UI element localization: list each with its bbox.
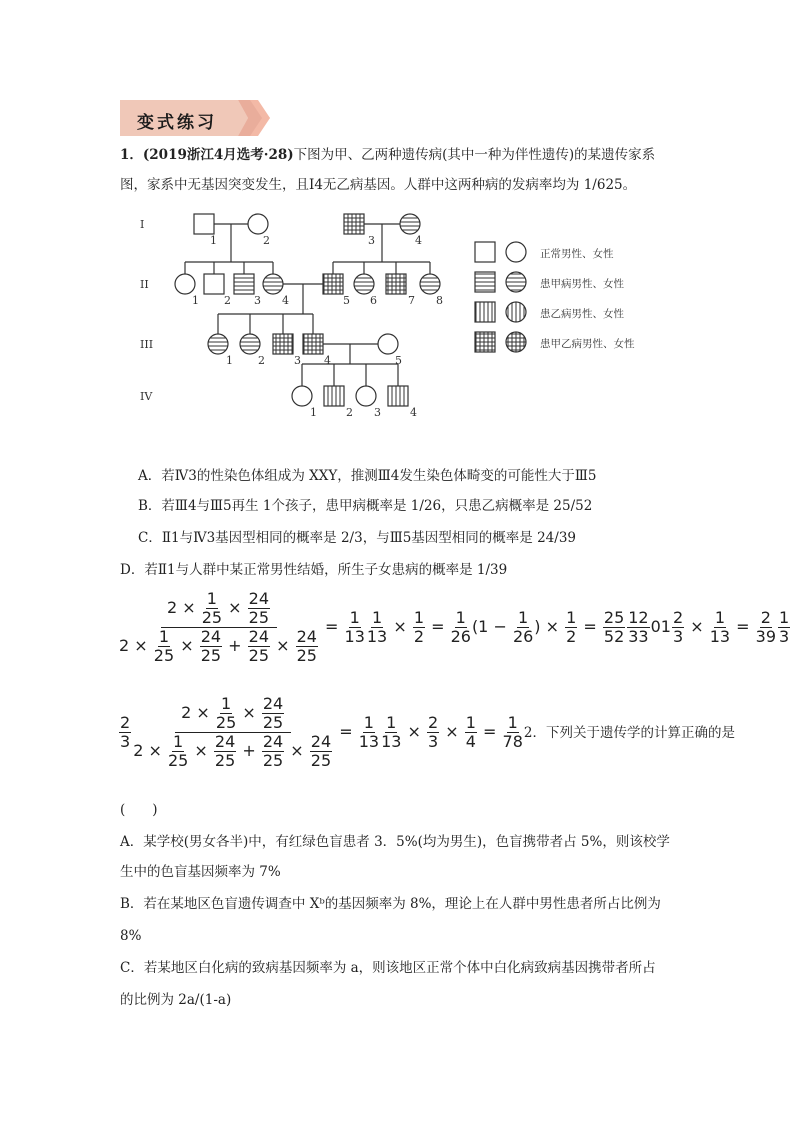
gen-label-1: I <box>140 218 145 231</box>
q1-line1 <box>120 145 655 165</box>
III5-female <box>378 334 398 354</box>
q2-option-b-line2: 8% <box>120 928 142 944</box>
III4-male <box>303 334 323 354</box>
q2-option-c-line2: 的比例为 2a/(1-a) <box>120 992 232 1008</box>
II2-male <box>204 274 224 294</box>
IV1-female <box>292 386 312 406</box>
svg-text:6: 6 <box>370 294 377 307</box>
II3-male <box>234 274 254 294</box>
svg-text:2: 2 <box>224 294 231 307</box>
svg-text:1: 1 <box>210 234 217 247</box>
q2-option-c-line1: C．若某地区白化病的致病基因频率为 a，则该地区正常个体中白化病致病基因携带者所占 <box>120 960 656 976</box>
svg-text:5: 5 <box>343 294 350 307</box>
q2-option-b-line1: B．若在某地区色盲遗传调查中 Xᵇ的基因频率为 8%，理论上在人群中男性患者所占比例为 <box>120 896 661 912</box>
svg-text:正常男性、女性: 正常男性、女性 <box>540 248 614 260</box>
q1-option-c: C．Ⅱ1与Ⅳ3基因型相同的概率是 2/3，与Ⅲ5基因型相同的概率是 24/39 <box>138 530 576 546</box>
svg-text:1: 1 <box>226 354 233 367</box>
q1-option-b: B．若Ⅲ4与Ⅲ5再生 1个孩子，患甲病概率是 1/26，只患乙病概率是 25/52 <box>138 498 593 514</box>
III2-female <box>240 334 260 354</box>
banner-title: 变式练习 <box>137 113 217 133</box>
I2-female <box>248 214 268 234</box>
svg-text:4: 4 <box>415 234 422 247</box>
q2-paren: ( ) <box>120 802 158 818</box>
q1-text-1: 下图为甲、乙两种遗传病(其中一种为伴性遗传)的某遗传家系 <box>293 147 656 163</box>
II7-male <box>386 274 406 294</box>
svg-text:2: 2 <box>263 234 270 247</box>
q2-title: 2．下列关于遗传学的计算正确的是 <box>523 725 735 741</box>
II1-female <box>175 274 195 294</box>
pedigree-chart <box>130 200 670 420</box>
I3-male <box>344 214 364 234</box>
svg-text:5: 5 <box>395 354 402 367</box>
q1-option-d: D．若Ⅱ1与人群中某正常男性结婚，所生子女患病的概率是 1/39 <box>120 562 508 578</box>
II8-female <box>420 274 440 294</box>
q2-option-a-line1: A．某学校(男女各半)中，有红绿色盲患者 3．5%(均为男生)，色盲携带者占 5%，则该校学 <box>120 834 670 850</box>
gen-label-4: IV <box>140 390 153 403</box>
q1-source: 1．(2019浙江4月选考·28) <box>120 147 294 163</box>
q1-option-a: A．若Ⅳ3的性染色体组成为 XXY，推测Ⅲ4发生染色体畸变的可能性大于Ⅲ5 <box>138 468 597 484</box>
svg-text:7: 7 <box>408 294 415 307</box>
IV3-female <box>356 386 376 406</box>
svg-text:4: 4 <box>282 294 289 307</box>
svg-text:1: 1 <box>310 406 317 419</box>
gen-label-2: II <box>140 278 149 291</box>
svg-text:4: 4 <box>410 406 417 419</box>
II5-male <box>323 274 343 294</box>
svg-text:1: 1 <box>192 294 199 307</box>
II4-female <box>263 274 283 294</box>
svg-text:患乙病男性、女性: 患乙病男性、女性 <box>540 308 624 320</box>
I4-female <box>400 214 420 234</box>
III1-female <box>208 334 228 354</box>
pedigree-legend <box>475 242 635 352</box>
svg-text:患甲病男性、女性: 患甲病男性、女性 <box>540 278 624 290</box>
I1-male <box>194 214 214 234</box>
gen-label-3: III <box>140 338 154 351</box>
svg-text:3: 3 <box>374 406 381 419</box>
svg-text:3: 3 <box>254 294 261 307</box>
III3-male <box>273 334 293 354</box>
svg-text:8: 8 <box>436 294 443 307</box>
II6-female <box>354 274 374 294</box>
svg-text:3: 3 <box>368 234 375 247</box>
svg-text:患甲乙病男性、女性: 患甲乙病男性、女性 <box>540 338 635 350</box>
svg-text:2: 2 <box>258 354 265 367</box>
math-expression-2: $\frac{2}{3}$ 2 × $\frac{1}{25}$ × $\frac{24}{25}$ 2 × $\frac{1}{25}$ × $\frac{24}{25}$ + $\frac{24}{25}$ × $\frac{24}{25}$ = $\frac{1}{13}$ $\frac{1}{13}$ × $\frac{2}{3}$ × $\frac{1}{4}$ = $\frac{1}{78}$ 2．下列关于遗传学的计算正确的是 <box>120 694 735 770</box>
svg-text:4: 4 <box>324 354 331 367</box>
svg-text:2: 2 <box>346 406 353 419</box>
svg-text:3: 3 <box>294 354 301 367</box>
math-expression-1: 2 × $\frac{1}{25}$ × $\frac{24}{25}$ 2 × $\frac{1}{25}$ × $\frac{24}{25}$ + $\frac{24}{25}$ × $\frac{24}{25}$ = $\frac{1}{13}$ $\frac{1}{13}$ × $\frac{1}{2}$ = $\frac{1}{26}$ (1 − $\frac{1}{26}$ ) × $\frac{1}{2}$ = $\frac{25}{52}$ $\frac{12}{33}$ 01 $\frac{2}{3}$ × $\frac{1}{13}$ = $\frac{2}{39}$ $\frac{1}{3}$ <box>119 589 790 665</box>
q2-option-a-line2: 生中的色盲基因频率为 7% <box>120 864 281 880</box>
q1-line2: 图，家系中无基因突变发生，且Ⅰ4无乙病基因。人群中这两种病的发病率均为 1/625。 <box>120 177 637 193</box>
IV2-male <box>324 386 344 406</box>
IV4-male <box>388 386 408 406</box>
